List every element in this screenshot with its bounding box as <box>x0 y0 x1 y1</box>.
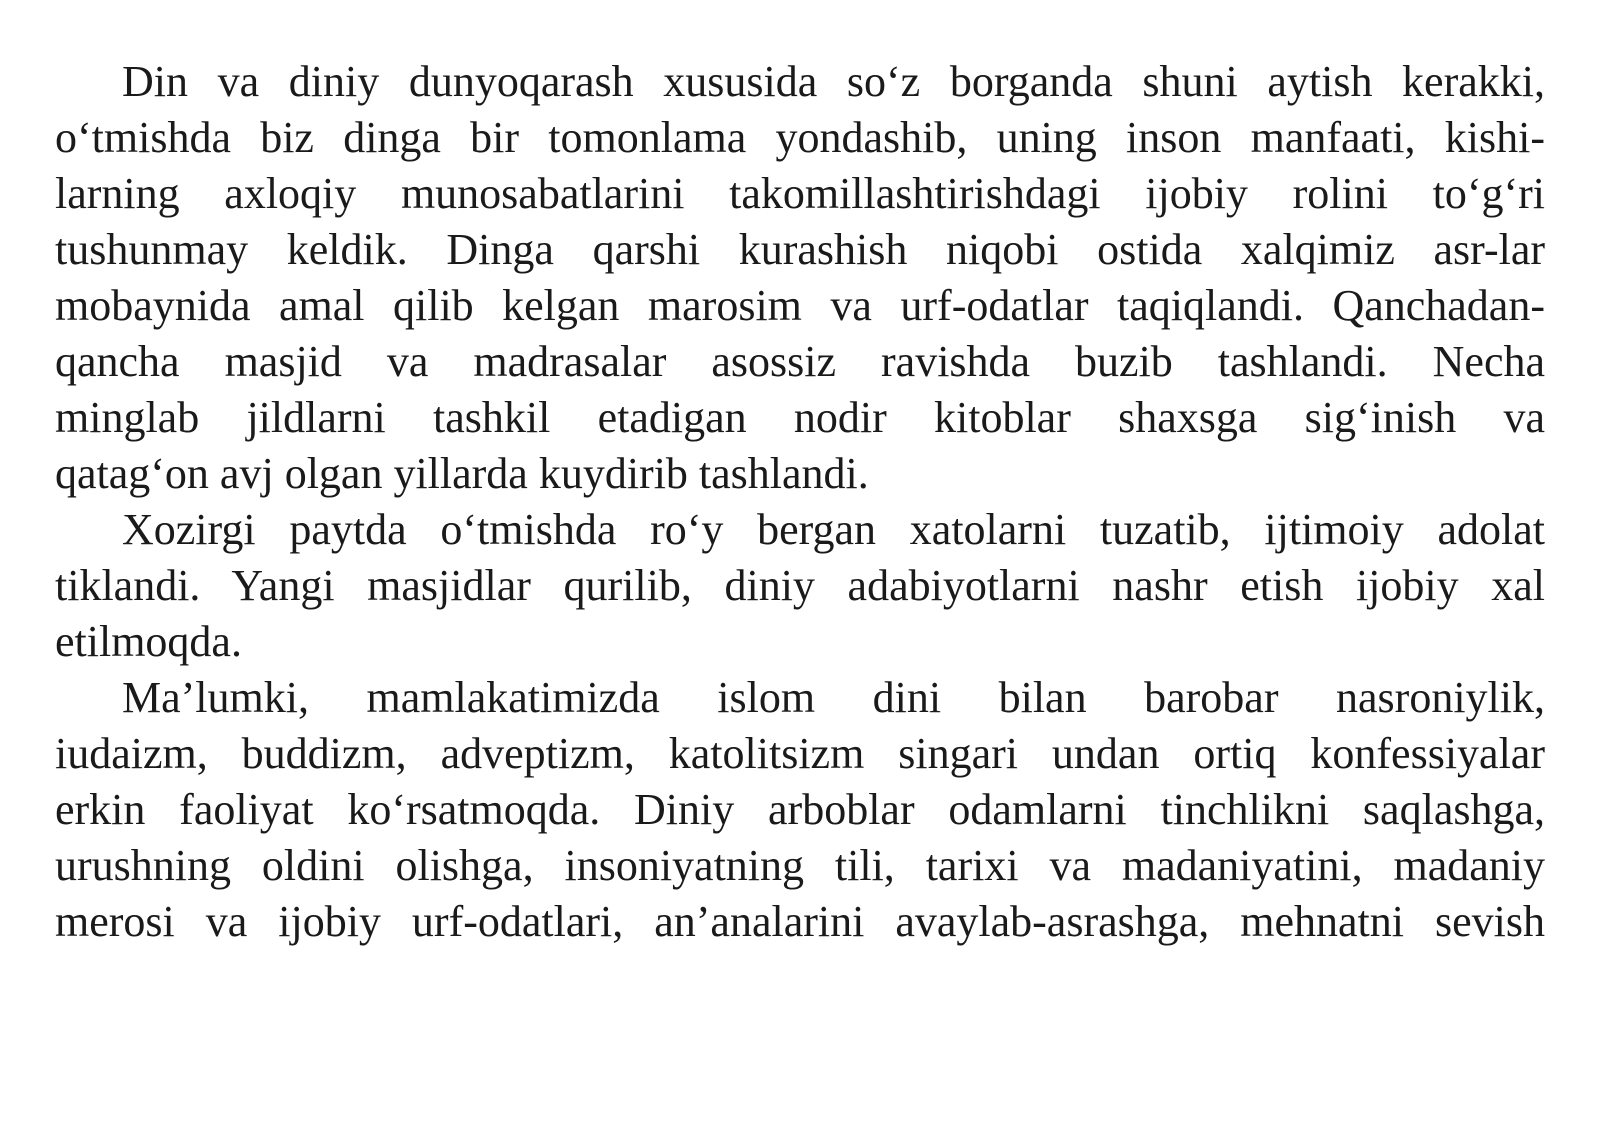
text-line: minglab jildlarni tashkil etadigan nodir kitoblar shaxsga sig‘inish va <box>55 393 1545 442</box>
text-line: larning axloqiy munosabatlarini takomillashtirishdagi ijobiy rolini to‘g‘ri <box>55 169 1545 218</box>
paragraph-3 <box>55 670 1545 950</box>
text-line: mobaynida amal qilib kelgan marosim va urf-odatlar taqiqlandi. Qanchadan- <box>55 281 1545 330</box>
text-line: Din va diniy dunyoqarash xususida so‘z borganda shuni aytish kerakki, <box>122 57 1545 106</box>
text-line: tushunmay keldik. Dinga qarshi kurashish niqobi ostida xalqimiz asr-lar <box>55 225 1545 274</box>
text-line: merosi va ijobiy urf-odatlari, an’analarini avaylab-asrashga, mehnatni sevish <box>55 897 1545 946</box>
paragraph-1 <box>55 54 1545 502</box>
text-line: Xozirgi paytda o‘tmishda ro‘y bergan xatolarni tuzatib, ijtimoiy adolat <box>122 505 1545 554</box>
text-line: etilmoqda. <box>55 617 242 666</box>
document-page <box>55 54 1545 950</box>
text-line: iudaizm, buddizm, adveptizm, katolitsizm singari undan ortiq konfessiyalar <box>55 729 1545 778</box>
text-line: urushning oldini olishga, insoniyatning tili, tarixi va madaniyatini, madaniy <box>55 841 1545 890</box>
text-line: erkin faoliyat ko‘rsatmoqda. Diniy arboblar odamlarni tinchlikni saqlashga, <box>55 785 1545 834</box>
paragraph-2 <box>55 502 1545 670</box>
text-line: qatag‘on avj olgan yillarda kuydirib tashlandi. <box>55 449 869 498</box>
text-line: qancha masjid va madrasalar asossiz ravishda buzib tashlandi. Necha <box>55 337 1545 386</box>
text-line: tiklandi. Yangi masjidlar qurilib, diniy adabiyotlarni nashr etish ijobiy xal <box>55 561 1545 610</box>
text-line: Ma’lumki, mamlakatimizda islom dini bilan barobar nasroniylik, <box>122 673 1545 722</box>
text-line: o‘tmishda biz dinga bir tomonlama yondashib, uning inson manfaati, kishi- <box>55 113 1545 162</box>
